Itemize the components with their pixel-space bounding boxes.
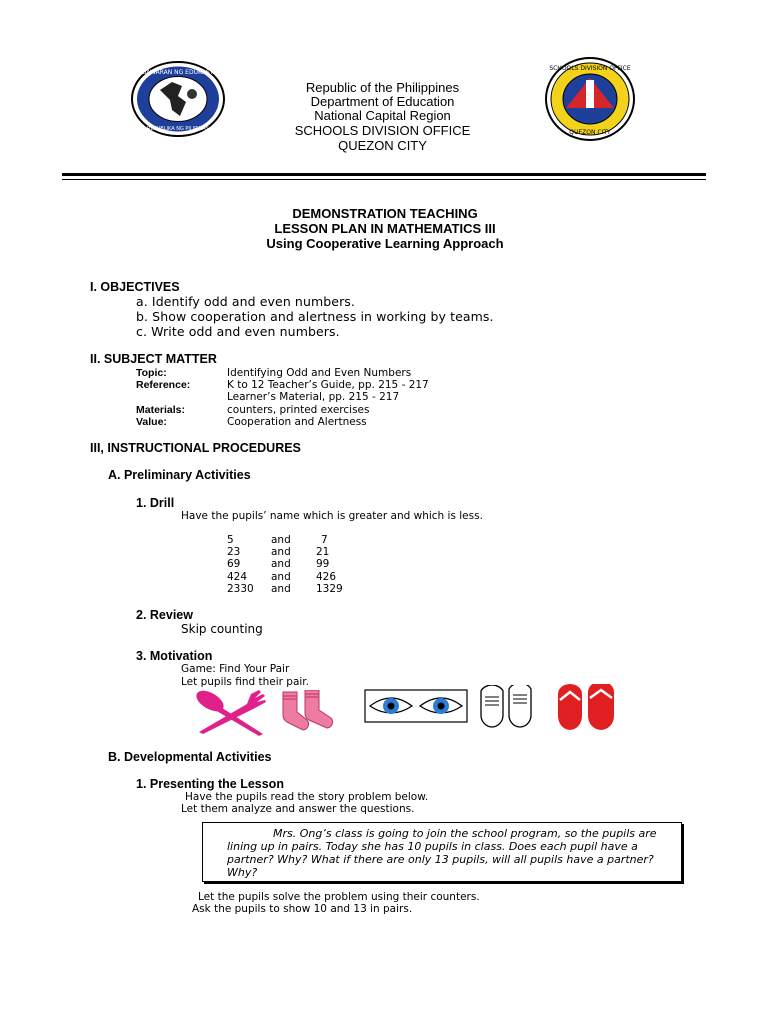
presenting-number: 1 (136, 777, 143, 791)
drill-and: and (271, 534, 291, 546)
solve-instruction: Let the pupils solve the problem using their counters. (198, 891, 480, 903)
value-value: Cooperation and Alertness (227, 416, 367, 428)
review-heading: 2. Review (136, 608, 193, 622)
objective-item: a. Identify odd and even numbers. (136, 294, 355, 309)
objectives-heading: I. OBJECTIVES (90, 280, 180, 294)
svg-text:QUEZON CITY: QUEZON CITY (569, 129, 611, 136)
story-problem-text: Mrs. Ong’s class is going to join the school program, so the pupils are lining up in pairs. Today she has 10 pupils in class. Does each pupil have a partner? Why? What if there are only 13 pupils, will all pupils have a partner? Why? (227, 827, 657, 879)
sdo-quezon-city-seal-logo (544, 56, 636, 142)
presenting-title: . Presenting the Lesson (142, 777, 284, 791)
header-rule-thick (62, 173, 706, 176)
header-division-office: SCHOOLS DIVISION OFFICE (294, 123, 471, 138)
drill-number-left: 69 (227, 558, 241, 570)
value-label: Value: (136, 416, 167, 428)
drill-and: and (271, 583, 291, 595)
drill-number-right: 1329 (316, 583, 343, 595)
header-rule-thin (62, 179, 706, 180)
header-city: QUEZON CITY (338, 138, 427, 153)
deped-seal-logo (130, 60, 226, 138)
title-demonstration: DEMONSTRATION TEACHING (292, 206, 478, 221)
drill-number-right: 21 (316, 546, 330, 558)
topic-label: Topic: (136, 367, 167, 379)
objective-item: c. Write odd and even numbers. (136, 324, 340, 339)
procedures-heading: III, INSTRUCTIONAL PROCEDURES (90, 441, 301, 455)
svg-text:REPUBLIKA NG PILIPINAS: REPUBLIKA NG PILIPINAS (147, 126, 209, 132)
topic-value: Identifying Odd and Even Numbers (227, 367, 412, 379)
drill-and: and (271, 558, 291, 570)
header-region: National Capital Region (314, 108, 451, 123)
materials-label: Materials: (136, 404, 186, 416)
drill-and: and (271, 546, 291, 558)
objective-item: b. Show cooperation and alertness in working by teams. (136, 309, 494, 324)
drill-number-right: 426 (316, 571, 337, 583)
motivation-instruction: Let pupils find their pair. (181, 676, 309, 688)
drill-number-left: 2330 (227, 583, 254, 595)
shoes-icon (477, 685, 537, 731)
motivation-heading: 3. Motivation (136, 649, 213, 663)
header-republic: Republic of the Philippines (305, 80, 460, 95)
subject-matter-heading: II. SUBJECT MATTER (90, 352, 217, 366)
drill-number-left: 23 (227, 546, 241, 558)
drill-number-right: 99 (316, 558, 330, 570)
presenting-instruction-1: Have the pupils read the story problem below. (185, 791, 429, 803)
drill-instruction: Have the pupils’ name which is greater and which is less. (181, 510, 483, 522)
drill-number-left: 5 (227, 534, 234, 546)
motivation-game: Game: Find Your Pair (181, 663, 290, 675)
eyes-icon (364, 689, 468, 723)
developmental-heading: B. Developmental Activities (108, 750, 272, 764)
header-department: Department of Education (310, 94, 455, 109)
story-problem-box (202, 822, 682, 882)
drill-and: and (271, 571, 291, 583)
title-approach: Using Cooperative Learning Approach (266, 236, 504, 251)
review-text: Skip counting (181, 622, 263, 636)
drill-number-right: 7 (321, 534, 328, 546)
materials-value: counters, printed exercises (227, 404, 370, 416)
drill-number-left: 424 (227, 571, 248, 583)
socks-icon (279, 690, 335, 734)
presenting-instruction-2: Let them analyze and answer the questions. (181, 803, 415, 815)
pairs-instruction: Ask the pupils to show 10 and 13 in pairs. (192, 903, 413, 915)
reference-value-2: Learner’s Material, pp. 215 - 217 (227, 391, 400, 403)
title-lesson-plan: LESSON PLAN IN MATHEMATICS III (274, 221, 496, 236)
svg-text:SCHOOLS DIVISION OFFICE: SCHOOLS DIVISION OFFICE (549, 65, 631, 72)
slippers-icon (554, 684, 618, 732)
reference-label: Reference: (136, 379, 191, 391)
preliminary-heading: A. Preliminary Activities (108, 468, 251, 482)
drill-heading: 1. Drill (136, 496, 175, 510)
presenting-heading (136, 777, 284, 791)
spoon-fork-icon (193, 690, 269, 736)
svg-text:KAGAWARAN NG EDUKASYON: KAGAWARAN NG EDUKASYON (133, 69, 223, 76)
reference-value-1: K to 12 Teacher’s Guide, pp. 215 - 217 (227, 379, 429, 391)
